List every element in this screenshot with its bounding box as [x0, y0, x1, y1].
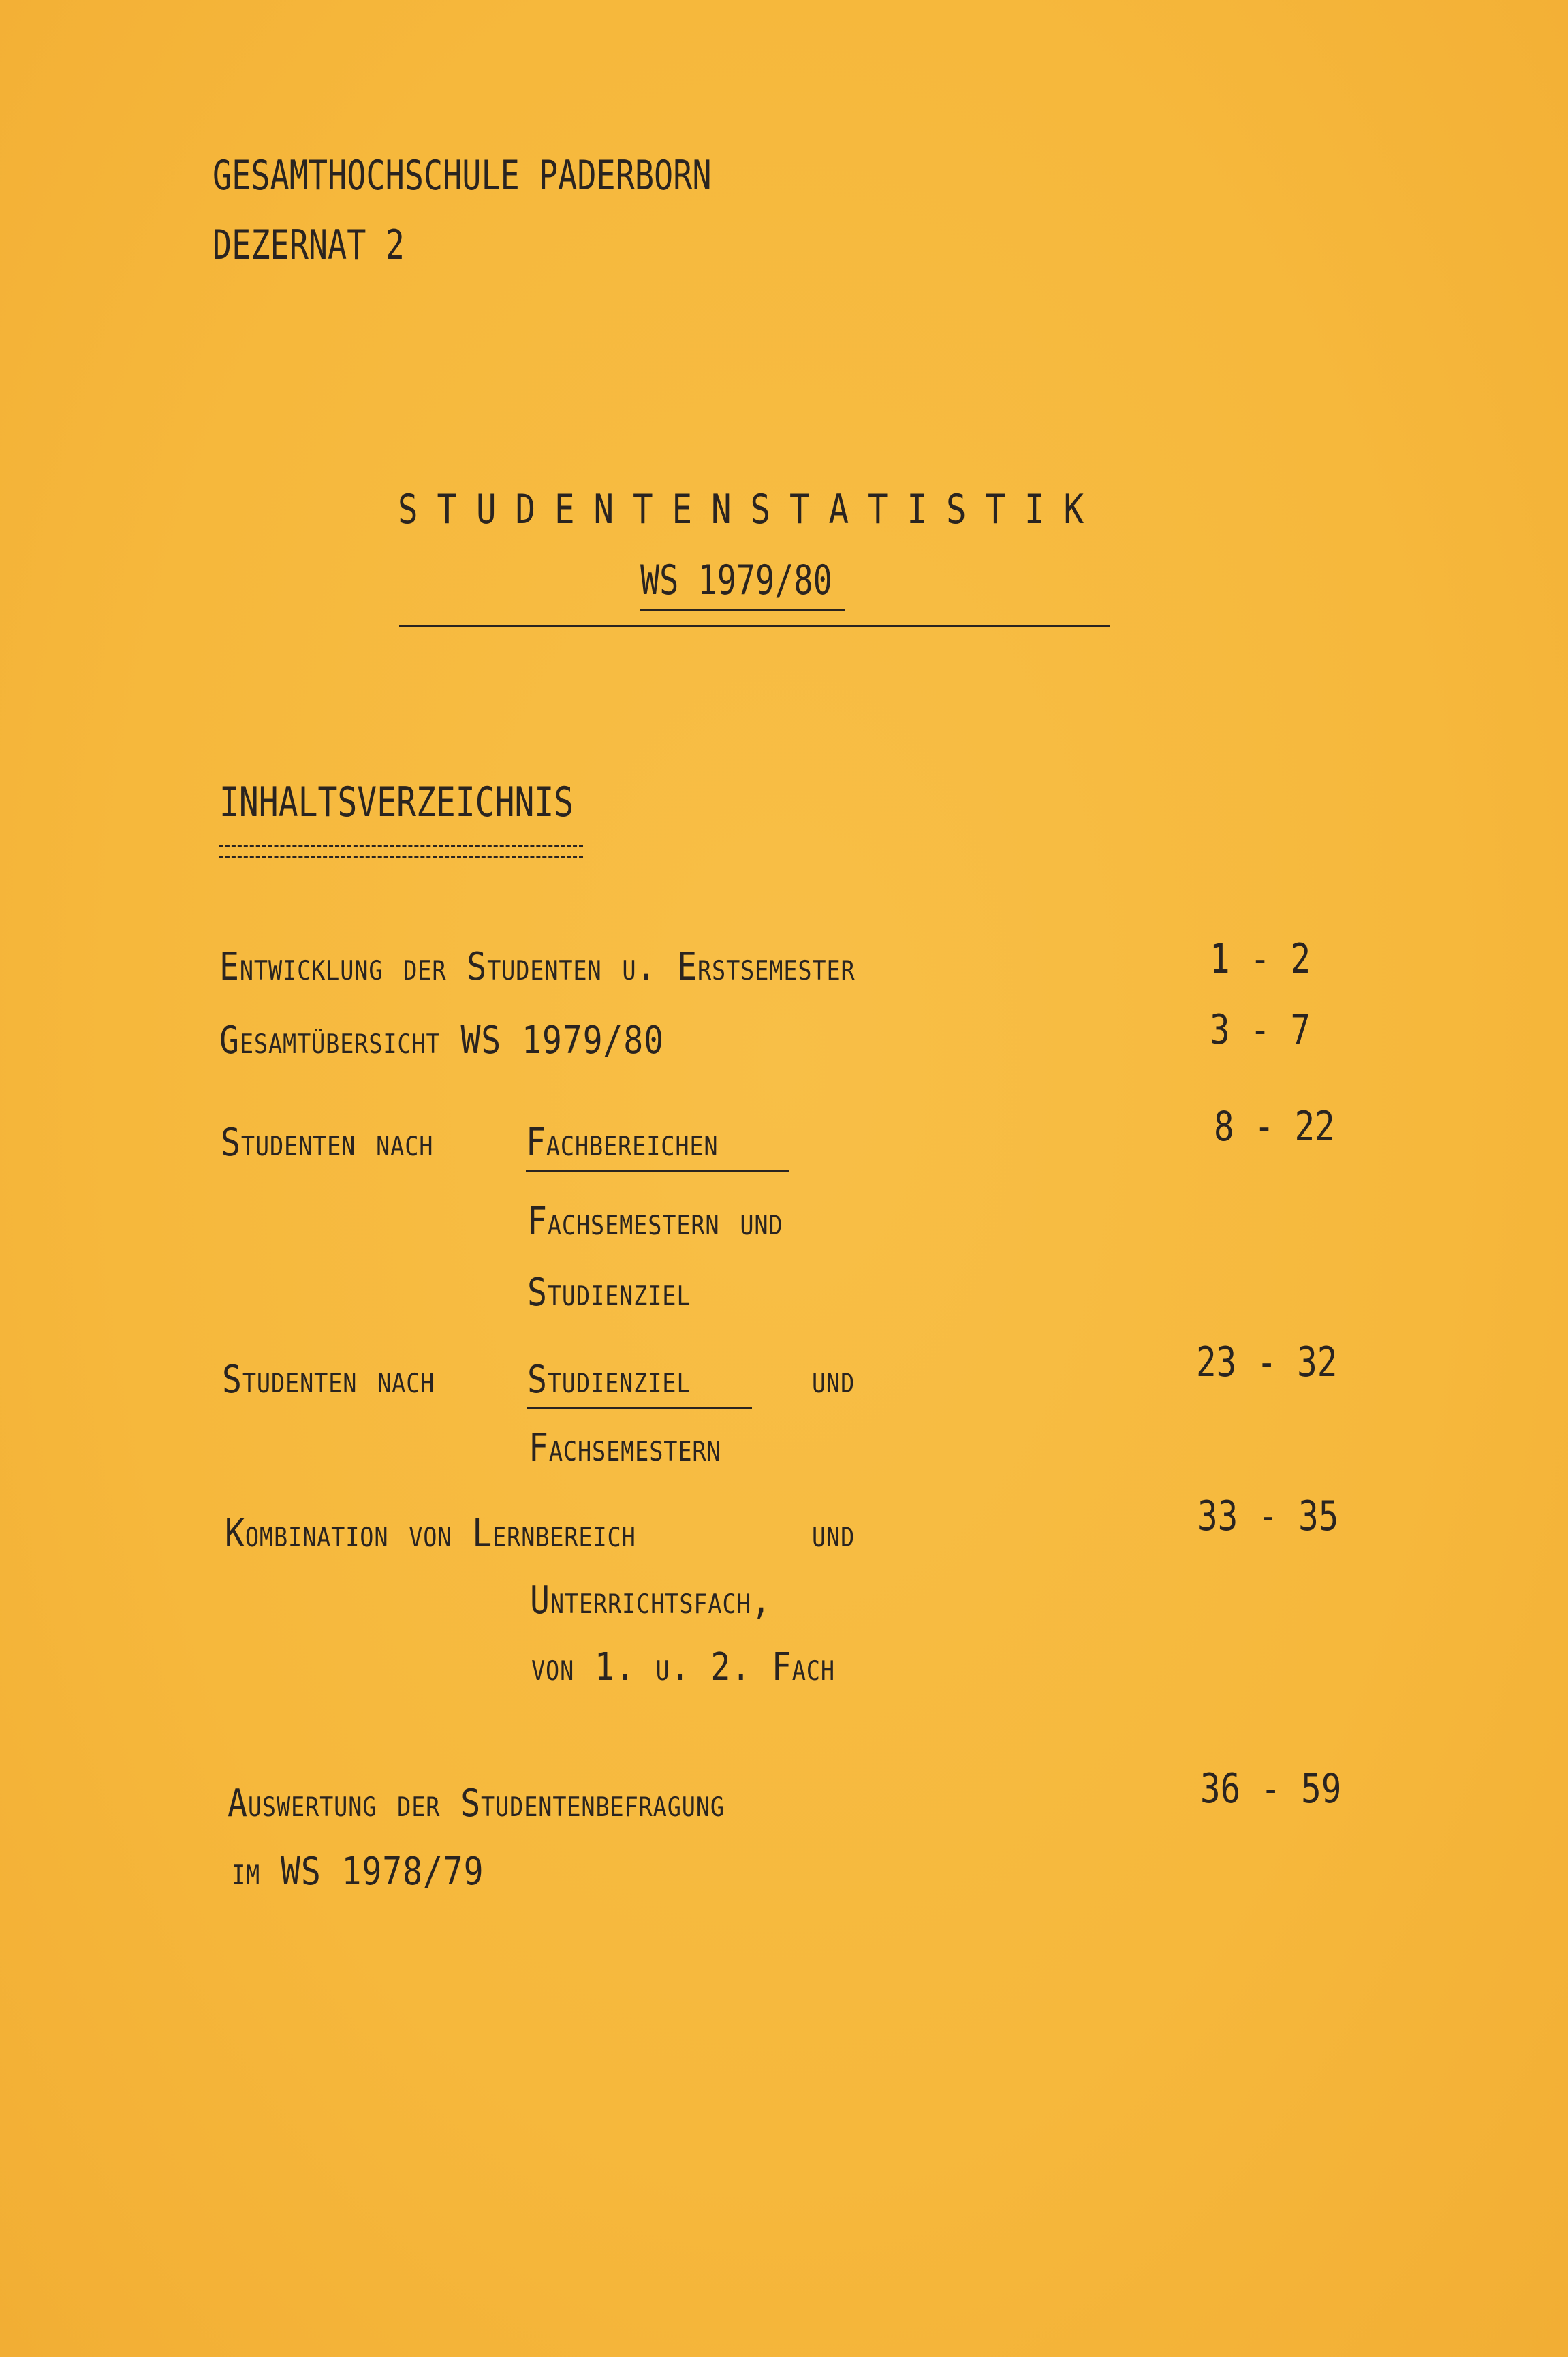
- toc-entry-subline: Studienziel: [527, 1270, 691, 1315]
- document-title: STUDENTENSTATISTIK: [398, 486, 1103, 533]
- toc-entry-pages: 1 - 2: [1210, 935, 1311, 983]
- toc-entry-keyword: Fachbereichen: [526, 1121, 719, 1165]
- toc-entry-pages: 33 - 35: [1197, 1493, 1339, 1540]
- toc-entry-conjunction: und: [812, 1358, 856, 1402]
- toc-entry-keyword: Studienziel: [527, 1358, 691, 1402]
- toc-entry-pages: 23 - 32: [1196, 1339, 1338, 1386]
- toc-heading: INHALTSVERZEICHNIS: [219, 779, 574, 826]
- toc-entry-subline: im WS 1978/79: [232, 1849, 484, 1894]
- keyword-underline: [526, 1170, 789, 1172]
- toc-entry-subline: Unterrichtsfach,: [530, 1578, 772, 1623]
- toc-entry-title: Gesamtübersicht WS 1979/80: [219, 1018, 665, 1063]
- toc-entry-title: Studenten nach: [221, 1121, 434, 1165]
- toc-entry-title: Studenten nach: [222, 1358, 435, 1402]
- toc-entry-pages: 3 - 7: [1210, 1006, 1311, 1054]
- toc-entry-subline: von 1. u. 2. Fach: [531, 1645, 835, 1689]
- toc-heading-double-underline: [219, 845, 583, 858]
- toc-entry-pages: 36 - 59: [1200, 1765, 1342, 1813]
- toc-entry-subline: Fachsemestern und: [527, 1200, 783, 1244]
- toc-entry-conjunction: und: [812, 1512, 856, 1556]
- semester-underline: [640, 609, 845, 611]
- keyword-underline: [527, 1407, 752, 1409]
- toc-entry-title: Kombination von Lernbereich: [225, 1512, 636, 1556]
- toc-entry-pages: 8 - 22: [1214, 1103, 1335, 1151]
- title-rule: [399, 625, 1110, 627]
- institution-name: GESAMTHOCHSCHULE PADERBORN: [213, 152, 712, 200]
- toc-entry-title: Entwicklung der Studenten u. Erstsemester: [219, 945, 856, 989]
- semester-label: WS 1979/80: [640, 557, 832, 604]
- department-name: DEZERNAT 2: [213, 221, 405, 269]
- toc-entry-title: Auswertung der Studentenbefragung: [228, 1781, 725, 1826]
- toc-entry-subline: Fachsemestern: [529, 1426, 721, 1470]
